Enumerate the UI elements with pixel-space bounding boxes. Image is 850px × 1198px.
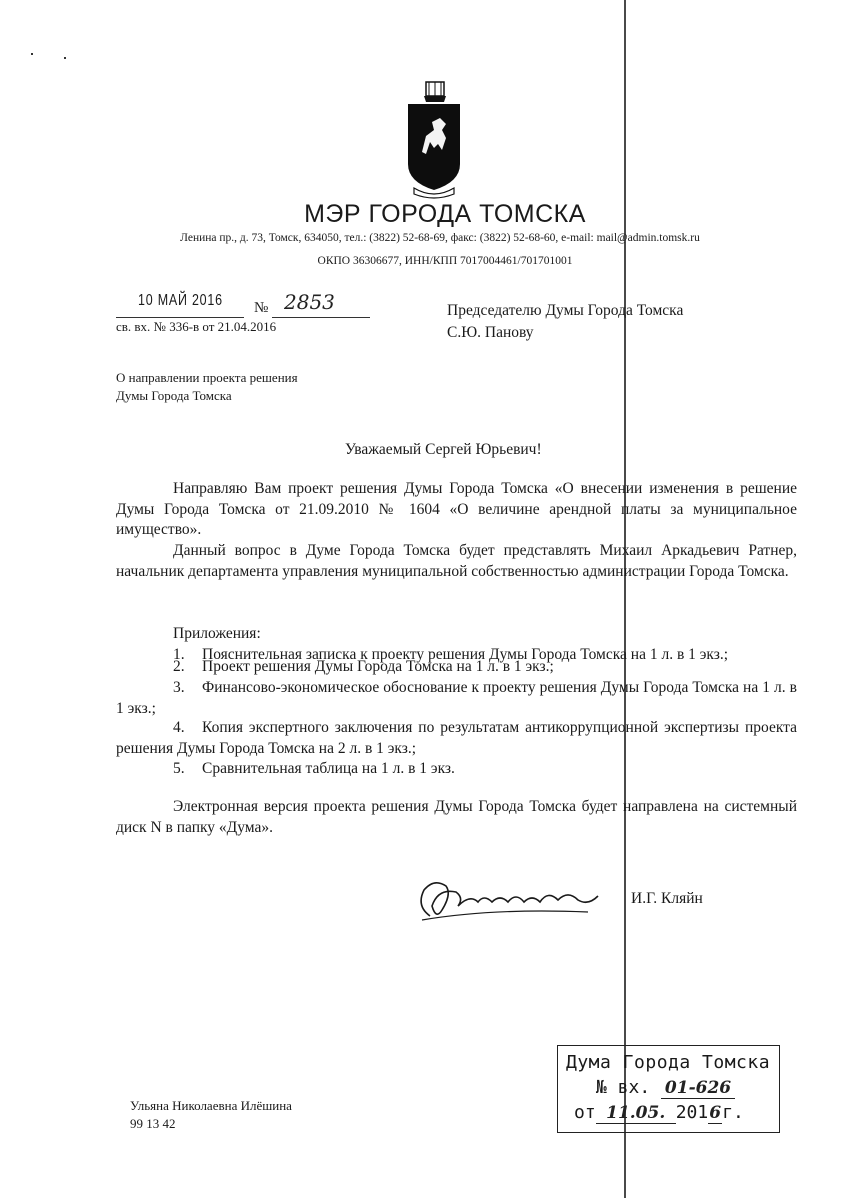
- stamp-date-prefix: от: [574, 1102, 596, 1123]
- attachments-heading: Приложения:: [173, 625, 261, 642]
- stamp-number-row: [596, 1077, 735, 1099]
- attachment-item: [116, 718, 797, 759]
- executor-name: Ульяна Николаевна Илёшина: [130, 1098, 292, 1113]
- executor-block: [130, 1097, 292, 1133]
- attachment-item: [116, 759, 797, 780]
- stamp-date-row: [574, 1102, 744, 1124]
- scan-speck: [64, 57, 66, 59]
- attachment-number: 4.: [173, 719, 185, 736]
- subject-line-1: О направлении проекта решения: [116, 370, 298, 385]
- stamp-year-digit: 6: [709, 1103, 722, 1123]
- attachment-number: 1.: [173, 646, 185, 663]
- salutation: Уважаемый Сергей Юрьевич!: [345, 441, 542, 458]
- attachment-text: Пояснительная записка к проекту решения Думы Города Томска на 1 л. в 1 экз.;: [202, 646, 729, 663]
- stamp-number: 01-626: [661, 1078, 735, 1099]
- number-sign: №: [254, 300, 269, 316]
- attachment-text: Копия экспертного заключения по результатам антикоррупционной экспертизы проекта решения Думы Города Томска на 2 л. в 1 экз.;: [116, 719, 797, 757]
- attachment-number: 5.: [173, 760, 185, 777]
- incoming-registration-stamp: [557, 1045, 780, 1133]
- scan-fold-line: [624, 0, 626, 1198]
- attachment-number: 3.: [173, 679, 185, 696]
- body-paragraph-2: Данный вопрос в Думе Города Томска будет представлять Михаил Аркадьевич Ратнер, начальник департамента управления муниципальной собственностью администрации Города Томска.: [116, 542, 797, 580]
- organization-title: МЭР ГОРОДА ТОМСКА: [304, 200, 586, 228]
- tomsk-coat-of-arms-icon: [402, 78, 466, 200]
- addressee-position: Председателю Думы Города Томска: [447, 302, 684, 319]
- registration-date-underline: [116, 317, 244, 318]
- body-paragraph-1: Направляю Вам проект решения Думы Города Томска «О внесении изменения в решение Думы Города Томска от 21.09.2010 № 1604 «О величине арендной платы за муниципальное имущество».: [116, 480, 797, 538]
- executor-phone: 99 13 42: [130, 1116, 176, 1131]
- address-line: Ленина пр., д. 73, Томск, 634050, тел.: (3822) 52-68-69, факс: (3822) 52-68-60, e-mail: mail@admin.tomsk.ru: [180, 232, 700, 244]
- attachment-item: [116, 678, 797, 719]
- attachment-text: Сравнительная таблица на 1 л. в 1 экз.: [202, 760, 455, 777]
- subject-block: [116, 369, 298, 405]
- number-underline: [272, 317, 370, 318]
- attachment-number: 2.: [173, 658, 185, 675]
- registration-date-stamp: 10 МАЙ 2016: [138, 292, 223, 309]
- incoming-reference: св. вх. № 336-в от 21.04.2016: [116, 319, 277, 334]
- outgoing-number: 2853: [284, 290, 335, 314]
- attachment-item: [116, 657, 797, 678]
- signer-name: И.Г. Кляйн: [631, 890, 703, 907]
- stamp-title: Дума Города Томска: [566, 1052, 771, 1073]
- subject-line-2: Думы Города Томска: [116, 388, 232, 403]
- stamp-year-prefix: 201: [675, 1102, 709, 1123]
- attachment-text: Финансово-экономическое обоснование к проекту решения Думы Города Томска на 1 л. в 1 экз.;: [116, 679, 797, 717]
- codes-line: ОКПО 36306677, ИНН/КПП 7017004461/701701001: [317, 255, 573, 267]
- addressee-name: С.Ю. Панову: [447, 324, 534, 341]
- stamp-year-suffix: г.: [722, 1102, 744, 1123]
- attachment-text: Проект решения Думы Города Томска на 1 л. в 1 экз.;: [202, 658, 554, 675]
- stamp-date: 11.05.: [596, 1103, 676, 1124]
- handwritten-signature: [412, 876, 608, 926]
- closing-paragraph: Электронная версия проекта решения Думы Города Томска будет направлена на системный диск N в папку «Дума».: [116, 798, 797, 836]
- stamp-number-label: № вх.: [596, 1077, 651, 1098]
- addressee-block: [447, 300, 683, 344]
- scan-speck: [31, 53, 33, 55]
